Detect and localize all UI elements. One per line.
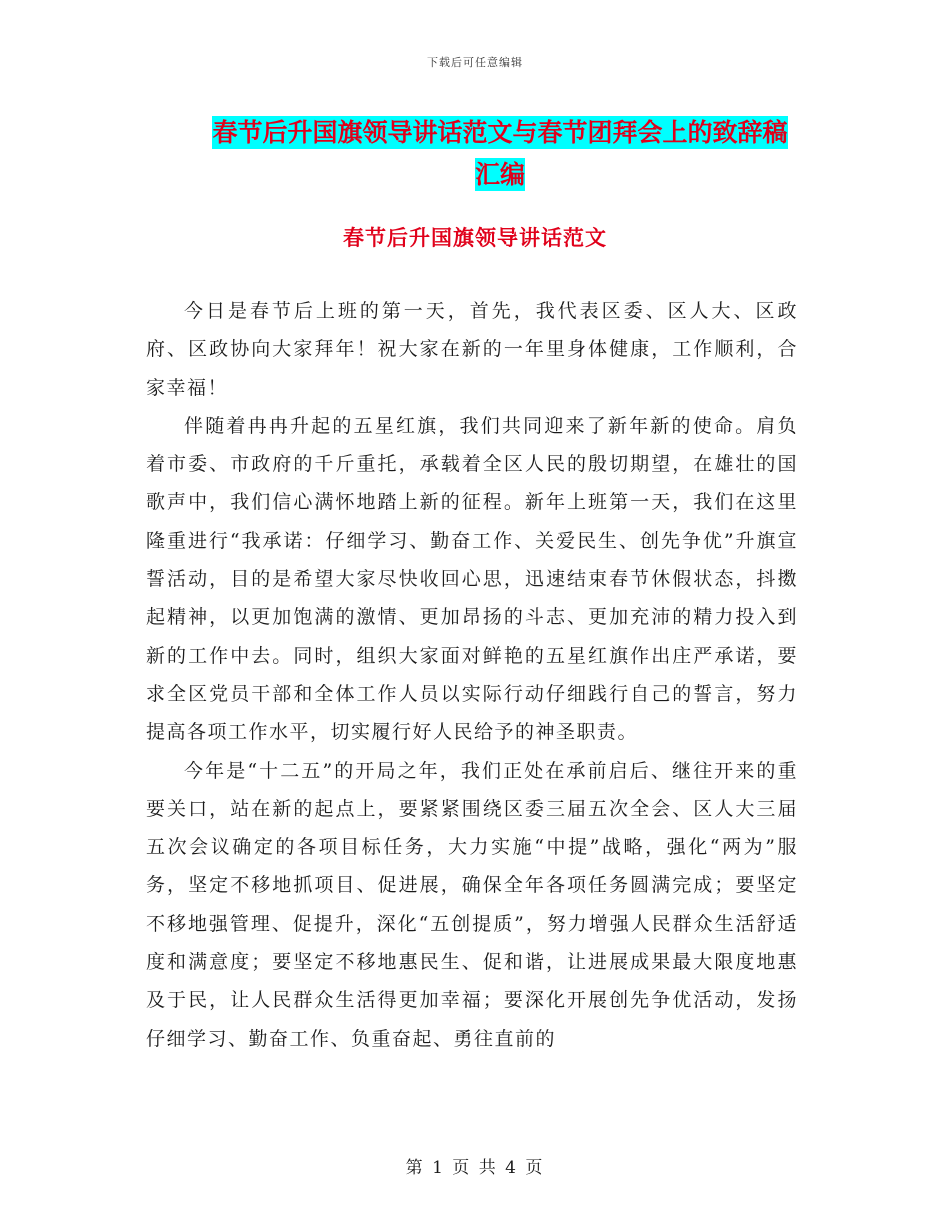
paragraph: 今年是“十二五”的开局之年，我们正处在承前启后、继往开来的重要关口，站在新的起点上，要紧紧围绕区委三届五次全会、区人大三届五次会议确定的各项目标任务，大力实施“中提”战略，强化“两为”服务，坚定不移地抓项目、促进展，确保全年各项任务圆满完成；要坚定不移地强管理、促提升，深化“五创提质”，努力增强人民群众生活舒适度和满意度；要坚定不移地惠民生、促和谐，让进展成果最大限度地惠及于民，让人民群众生活得更加幸福；要深化开展创先争优活动，发扬仔细学习、勤奋工作、负重奋起、勇往直前的 <box>146 759 798 1050</box>
paragraph: 今日是春节后上班的第一天，首先，我代表区委、区人大、区政府、区政协向大家拜年！祝大家在新的一年里身体健康，工作顺利，合家幸福！ <box>146 300 798 399</box>
document-title-line-2: 汇编 <box>474 160 525 189</box>
document-title-line-1: 春节后升国旗领导讲话范文与春节团拜会上的致辞稿 <box>212 118 788 147</box>
section-title: 春节后升国旗领导讲话范文 <box>343 226 607 250</box>
page-number: 第 1 页 共 4 页 <box>405 1158 545 1178</box>
paragraph: 伴随着冉冉升起的五星红旗，我们共同迎来了新年新的使命。肩负着市委、市政府的千斤重托，承载着全区人民的殷切期望，在雄壮的国歌声中，我们信心满怀地踏上新的征程。新年上班第一天，我们在这里隆重进行“我承诺：仔细学习、勤奋工作、关爱民生、创先争优”升旗宣誓活动，目的是希望大家尽快收回心思，迅速结束春节休假状态，抖擞起精神，以更加饱满的激情、更加昂扬的斗志、更加充沛的精力投入到新的工作中去。同时，组织大家面对鲜艳的五星红旗作出庄严承诺，要求全区党员干部和全体工作人员以实际行动仔细践行自己的誓言，努力提高各项工作水平，切实履行好人民给予的神圣职责。 <box>146 414 798 744</box>
header-note: 下载后可任意编辑 <box>427 56 523 69</box>
document-title <box>150 112 850 196</box>
document-body <box>146 292 798 1058</box>
